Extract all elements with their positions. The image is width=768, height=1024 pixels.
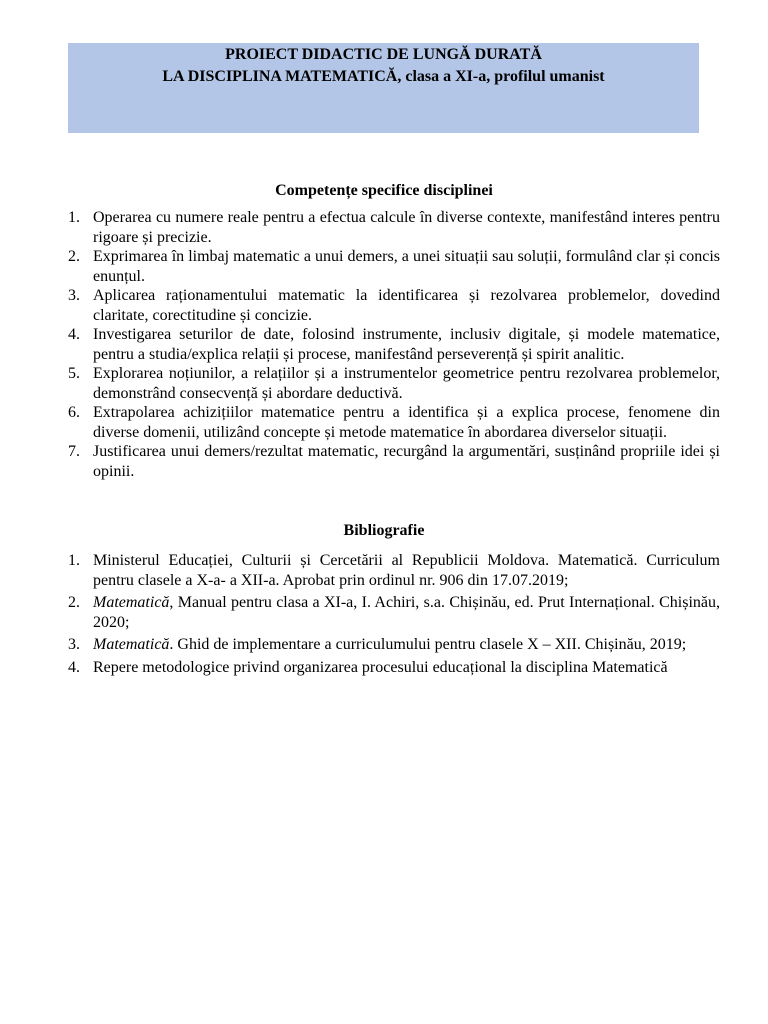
list-item [68,325,720,364]
list-item-text: Repere metodologice privind organizarea procesului educațional la disciplina Matematică [93,658,668,676]
list-item-text: Explorarea noțiunilor, a relațiilor și a instrumentelor geometrice pentru rezolvarea problemelor, demonstrând consecvență și abordare deductivă. [93,365,720,402]
list-item [68,593,720,632]
list-item [68,658,720,678]
list-item-number: 4. [68,658,80,676]
list-item [68,635,720,655]
list-item-text: Justificarea unui demers/rezultat matematic, recurgând la argumentări, susținând propriile idei și opinii. [93,443,720,480]
list-item-text: , Manual pentru clasa a XI-a, I. Achiri, s.a. Chișinău, ed. Prut Internațional. Chișinău, 2020; [93,594,720,631]
list-item [68,286,720,325]
list-item [68,208,720,247]
list-item-text: Ministerul Educației, Culturii și Cercetării al Republicii Moldova. Matematică. Curriculum pentru clasele a X-a- a XII-a. Aprobat prin ordinul nr. 906 din 17.07.2019; [93,552,720,589]
header-title-line-1: PROIECT DIDACTIC DE LUNGĂ DURATĂ [225,46,542,63]
list-item-number: 1. [68,209,80,226]
list-item-italic: Matematică [93,594,170,611]
list-item [68,551,720,590]
list-item-text: Investigarea seturilor de date, folosind instrumente, inclusiv digitale, și modele matematice, pentru a studia/explica relații și procese, manifestând perseverență și spirit analitic. [93,326,720,363]
list-item-text: Exprimarea în limbaj matematic a unui demers, a unei situații sau soluții, formulând clar și concis enunțul. [93,248,720,285]
competente-list [68,208,720,481]
list-item-number: 1. [68,552,80,569]
list-item-number: 3. [68,636,80,653]
list-item-italic: Matematică [93,636,170,653]
list-item-text: . Ghid de implementare a curriculumului pentru clasele X – XII. Chișinău, 2019; [169,636,687,653]
list-item [68,403,720,442]
header-title-line-2: LA DISCIPLINA MATEMATICĂ, clasa a XI-a, profilul umanist [162,68,605,85]
list-item-text: Aplicarea raționamentului matematic la identificarea și rezolvarea problemelor, dovedind claritate, corectitudine și concizie. [93,287,720,324]
bibliografie-list [68,551,720,680]
competente-title: Competențe specifice disciplinei [275,182,493,199]
list-item-text: Operarea cu numere reale pentru a efectua calcule în diverse contexte, manifestând interes pentru rigoare și precizie. [93,209,720,246]
list-item-number: 2. [68,594,80,611]
list-item-number: 7. [68,443,80,460]
list-item-text: Extrapolarea achizițiilor matematice pentru a identifica și a explica procese, fenomene din diverse domenii, utilizând concepte și metode matematice în abordarea diverselor situații. [93,404,720,441]
list-item-number: 6. [68,404,80,421]
document-header [68,43,699,133]
bibliografie-title: Bibliografie [343,522,425,539]
list-item-number: 4. [68,326,80,343]
list-item-number: 3. [68,287,80,304]
list-item-number: 2. [68,248,80,265]
list-item [68,364,720,403]
list-item-number: 5. [68,365,80,382]
list-item [68,442,720,481]
list-item [68,247,720,286]
